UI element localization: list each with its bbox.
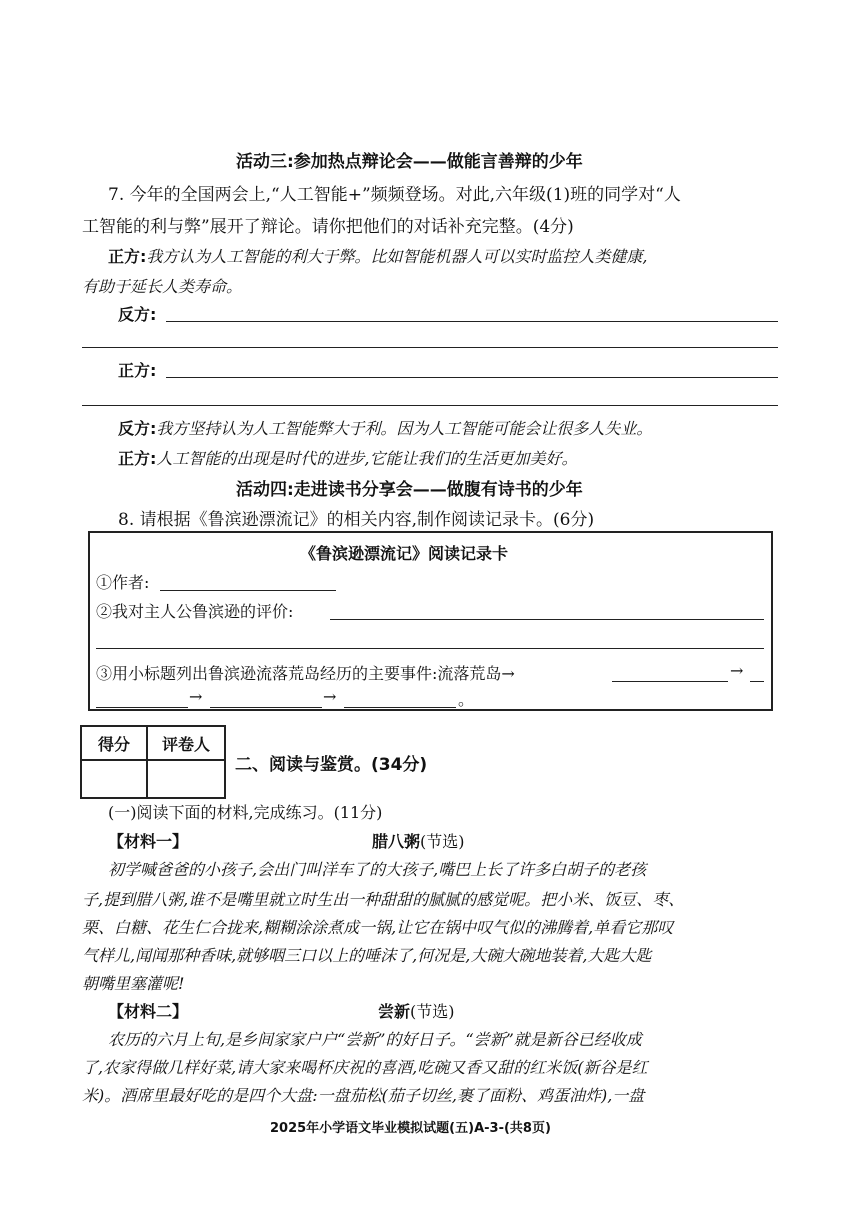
material2-line: 米)。酒席里最好吃的是四个大盘:一盘茄松(茄子切丝,裹了面粉、鸡蛋油炸),一盘 — [82, 1086, 645, 1105]
material2-note: (节选) — [410, 1002, 455, 1021]
pro-statement-1 — [108, 244, 648, 267]
answer-line-con-1[interactable] — [166, 321, 778, 322]
answer-line-evaluation-2[interactable] — [96, 648, 764, 649]
material2-title: 尝新 — [378, 1002, 411, 1021]
answer-line-con-2[interactable] — [82, 347, 778, 348]
answer-line-event-4[interactable] — [344, 707, 456, 708]
card-period: 。 — [458, 690, 475, 709]
answer-line-event-1[interactable] — [612, 681, 728, 682]
answer-line-event-2b[interactable] — [96, 707, 188, 708]
grader-cell[interactable] — [147, 760, 225, 798]
pro-text: 我方认为人工智能的利大于弊。比如智能机器人可以实时监控人类健康, — [146, 247, 648, 266]
pro-label-2: 正方: — [118, 361, 157, 380]
con-text-3: 我方坚持认为人工智能弊大于利。因为人工智能可能会让很多人失业。 — [156, 419, 653, 438]
material2-heading — [378, 999, 455, 1022]
pro-text-4: 人工智能的出现是时代的进步,它能让我们的生活更加美好。 — [156, 449, 578, 468]
material1-line: 栗、白糖、花生仁合拢来,糊糊涂涂煮成一锅,让它在锅中叹气似的沸腾着,单看它那叹 — [82, 918, 674, 937]
card-title: 《鲁滨逊漂流记》阅读记录卡 — [300, 544, 509, 563]
arrow-1: → — [730, 661, 744, 680]
section2-title: 二、阅读与鉴赏。(34分) — [235, 755, 428, 775]
reading-subtitle: (一)阅读下面的材料,完成练习。(11分) — [108, 803, 383, 822]
card-item-evaluation: ②我对主人公鲁滨逊的评价: — [96, 602, 294, 621]
answer-line-evaluation-1[interactable] — [330, 619, 764, 620]
answer-line-author[interactable] — [160, 590, 336, 591]
material2-line: 了,农家得做几样好菜,请大家来喝杯庆祝的喜酒,吃碗又香又甜的红米饭(新谷是红 — [82, 1058, 648, 1077]
material1-line: 气样儿,闻闻那种香味,就够咽三口以上的唾沫了,何况是,大碗大碗地装着,大匙大匙 — [82, 946, 652, 965]
answer-line-event-2a[interactable] — [750, 681, 764, 682]
material1-note: (节选) — [420, 832, 465, 851]
pro-text-cont: 有助于延长人类寿命。 — [82, 277, 243, 296]
material1-line: 子,提到腊八粥,谁不是嘴里就立时生出一种甜甜的腻腻的感觉呢。把小米、饭豆、枣、 — [82, 890, 685, 909]
score-header: 得分 — [81, 726, 147, 760]
answer-line-pro-1[interactable] — [166, 377, 778, 378]
material1-line: 初学喊爸爸的小孩子,会出门叫洋车了的大孩子,嘴巴上长了许多白胡子的老孩 — [108, 860, 647, 879]
pro-label: 正方: — [108, 247, 147, 266]
material2-label: 【材料二】 — [108, 1002, 189, 1021]
material2-line: 农历的六月上旬,是乡间家家户户“尝新”的好日子。“尝新”就是新谷已经收成 — [108, 1030, 642, 1049]
score-cell[interactable] — [81, 760, 147, 798]
answer-line-pro-2[interactable] — [82, 405, 778, 406]
q8-text: 8. 请根据《鲁滨逊漂流记》的相关内容,制作阅读记录卡。(6分) — [118, 510, 595, 530]
score-table — [80, 725, 226, 799]
activity3-title: 活动三:参加热点辩论会——做能言善辩的少年 — [236, 152, 583, 172]
material1-line: 朝嘴里塞灌呢! — [82, 974, 185, 993]
card-item-events: ③用小标题列出鲁滨逊流落荒岛经历的主要事件:流落荒岛→ — [96, 664, 515, 683]
card-item-author: ①作者: — [96, 573, 150, 592]
material1-heading — [372, 829, 465, 852]
arrow-2: → — [189, 687, 203, 706]
page-footer: 2025年小学语文毕业模拟试题(五)A-3-(共8页) — [270, 1121, 551, 1136]
q7-line2: 工智能的利与弊”展开了辩论。请你把他们的对话补充完整。(4分) — [82, 217, 574, 237]
con-label-1: 反方: — [118, 305, 157, 324]
material1-title: 腊八粥 — [372, 832, 421, 851]
pro-statement-4 — [118, 446, 578, 469]
con-label-3: 反方: — [118, 419, 157, 438]
answer-line-event-3[interactable] — [210, 707, 322, 708]
activity4-title: 活动四:走进读书分享会——做腹有诗书的少年 — [236, 480, 583, 500]
con-statement-3 — [118, 416, 652, 439]
pro-label-4: 正方: — [118, 449, 157, 468]
q7-line1: 7. 今年的全国两会上,“人工智能+”频频登场。对此,六年级(1)班的同学对“人 — [108, 185, 681, 205]
grader-header: 评卷人 — [147, 726, 225, 760]
arrow-3: → — [323, 687, 337, 706]
material1-label: 【材料一】 — [108, 832, 189, 851]
